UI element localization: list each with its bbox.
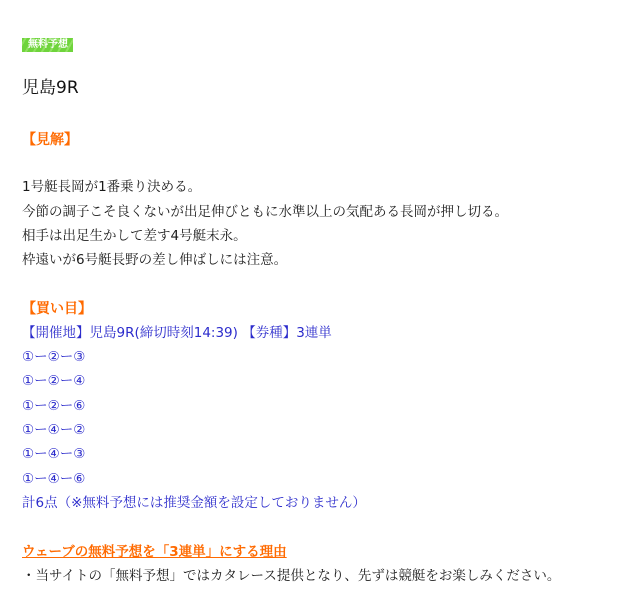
free-prediction-badge: 無料予想	[22, 38, 73, 52]
pick-combo: ①ー②ー③	[22, 349, 86, 365]
view-line: 枠遠いが6号艇長野の差し伸ばしには注意。	[22, 252, 288, 268]
picks-heading: 【買い目】	[22, 301, 92, 317]
view-line: 1号艇長岡が1番乗り決める。	[22, 179, 202, 195]
race-title: 児島9R	[22, 78, 79, 98]
pick-combo: ①ー④ー⑥	[22, 471, 86, 487]
pick-combo: ①ー②ー⑥	[22, 398, 86, 414]
reason-link[interactable]: ウェーブの無料予想を「3連単」にする理由	[22, 544, 287, 560]
pick-combo: ①ー②ー④	[22, 373, 86, 389]
picks-total: 計6点（※無料予想には推奨金額を設定しておりません）	[22, 495, 366, 511]
reason-text: ・当サイトの「無料予想」ではカタレース提供となり、先ずは競艇をお楽しみください。	[22, 568, 561, 584]
view-line: 今節の調子こそ良くないが出足伸びともに水準以上の気配ある長岡が押し切る。	[22, 204, 508, 220]
pick-combo: ①ー④ー③	[22, 446, 86, 462]
picks-info: 【開催地】児島9R(締切時刻14:39) 【券種】3連単	[22, 325, 332, 341]
view-heading: 【見解】	[22, 132, 78, 148]
view-line: 相手は出足生かして差す4号艇末永。	[22, 228, 247, 244]
pick-combo: ①ー④ー②	[22, 422, 86, 438]
